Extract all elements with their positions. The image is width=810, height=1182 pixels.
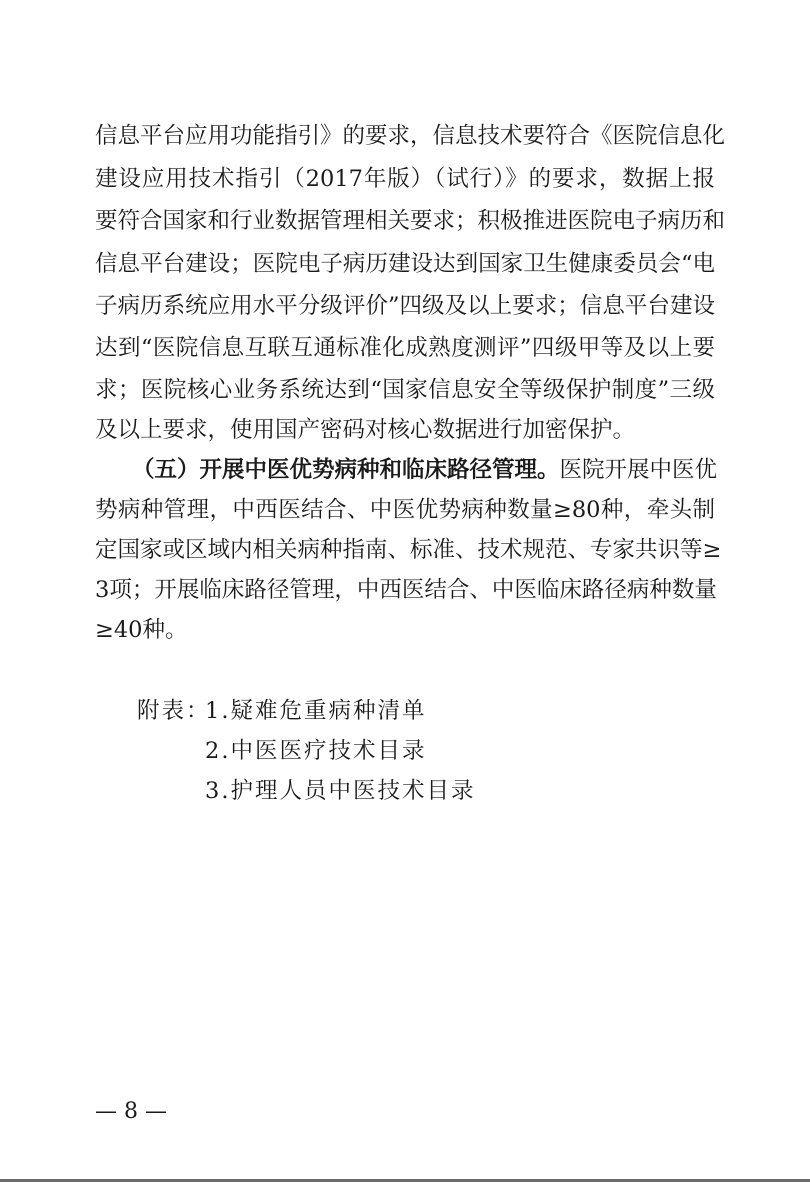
body-line: 及以上要求，使用国产密码对核心数据进行加密保护。 <box>95 417 636 443</box>
body-line: 达到“医院信息互联互通标准化成熟度测评”四级甲等及以上要 <box>95 335 715 361</box>
attachment-item: 3.护理人员中医技术目录 <box>205 778 476 804</box>
attachments-label: 附表： <box>137 698 211 724</box>
attachment-item: 1.疑难危重病种清单 <box>205 698 427 724</box>
body-line: 信息平台应用功能指引》的要求，信息技术要符合《医院信息化 <box>95 123 726 149</box>
page-number: — 8 — <box>95 1099 167 1124</box>
body-line: 建设应用技术指引（2017年版）（试行）》的要求，数据上报 <box>95 166 715 192</box>
section-5-line: 定国家或区域内相关病种指南、标准、技术规范、专家共识等≥ <box>95 537 722 563</box>
attachment-item: 2.中医医疗技术目录 <box>205 738 427 764</box>
body-line: 求；医院核心业务系统达到“国家信息安全等级保护制度”三级 <box>95 377 715 403</box>
section-5-line: 势病种管理，中西医结合、中医优势病种数量≥80种，牵头制 <box>95 497 715 523</box>
section-5-first-line <box>132 450 718 490</box>
section-5-first-line-text: 医院开展中医优 <box>559 457 718 483</box>
body-line: 信息平台建设；医院电子病历建设达到国家卫生健康委员会“电 <box>95 251 715 277</box>
body-line: 子病历系统应用水平分级评价”四级及以上要求；信息平台建设 <box>95 293 715 319</box>
section-5-line: ≥40种。 <box>95 617 188 643</box>
body-line: 要符合国家和行业数据管理相关要求；积极推进医院电子病历和 <box>95 208 726 234</box>
section-5-line: 3项；开展临床路径管理，中西医结合、中医临床路径病种数量 <box>95 577 717 603</box>
section-5-heading: （五）开展中医优势病种和临床路径管理。 <box>132 457 560 483</box>
